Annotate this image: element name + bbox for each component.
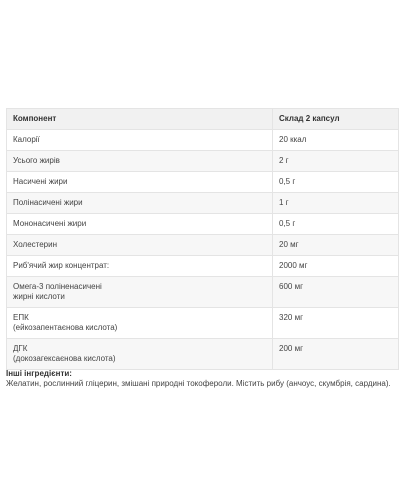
- row-name-continued: (ейкозапентаєнова кислота): [13, 323, 118, 332]
- row-name-cell: [7, 172, 273, 193]
- table-row: [7, 235, 399, 256]
- row-value: 0,5 г: [273, 172, 399, 193]
- row-value: 600 мг: [273, 277, 399, 308]
- header-component: Компонент: [7, 109, 273, 130]
- table-row: [7, 339, 399, 370]
- row-name: Мононасичені жири: [13, 219, 87, 228]
- row-name: Омега-3 поліненасичені: [13, 282, 102, 291]
- table-row: [7, 193, 399, 214]
- table-row: [7, 256, 399, 277]
- row-name-cell: [7, 277, 273, 308]
- row-name-cell: [7, 151, 273, 172]
- row-name-continued: (докозагексаєнова кислота): [13, 354, 116, 363]
- row-name: Полінасичені жири: [13, 198, 83, 207]
- table-row: [7, 214, 399, 235]
- other-ingredients-text: Желатин, рослинний гліцерин, змішані природні токофероли. Містить рибу (анчоус, скумбрія, сардина).: [6, 379, 391, 388]
- row-name-cell: [7, 193, 273, 214]
- table-row: [7, 172, 399, 193]
- row-name: Калорії: [13, 135, 40, 144]
- row-name-cell: [7, 235, 273, 256]
- row-name-cell: [7, 339, 273, 370]
- table-row: [7, 151, 399, 172]
- table-row: [7, 277, 399, 308]
- row-name-cell: [7, 308, 273, 339]
- row-name: Насичені жири: [13, 177, 68, 186]
- table-row: [7, 130, 399, 151]
- row-name: ЕПК: [13, 313, 29, 322]
- row-value: 0,5 г: [273, 214, 399, 235]
- row-name-cell: [7, 214, 273, 235]
- row-value: 200 мг: [273, 339, 399, 370]
- row-name: Риб'ячий жир концентрат:: [13, 261, 110, 270]
- row-value: 1 г: [273, 193, 399, 214]
- table-header-row: [7, 109, 399, 130]
- other-ingredients-heading: Інші інгредієнти:: [6, 369, 72, 378]
- row-value: 20 мг: [273, 235, 399, 256]
- row-name-cell: [7, 130, 273, 151]
- other-ingredients: [6, 369, 398, 389]
- row-value: 320 мг: [273, 308, 399, 339]
- row-name-continued: жирні кислоти: [13, 292, 65, 301]
- row-value: 20 ккал: [273, 130, 399, 151]
- row-name-cell: [7, 256, 273, 277]
- nutrition-facts-table: [6, 108, 399, 370]
- row-value: 2000 мг: [273, 256, 399, 277]
- row-name: Усього жирів: [13, 156, 60, 165]
- row-value: 2 г: [273, 151, 399, 172]
- row-name: Холестерин: [13, 240, 57, 249]
- header-amount: Склад 2 капсул: [273, 109, 399, 130]
- row-name: ДГК: [13, 344, 28, 353]
- table-row: [7, 308, 399, 339]
